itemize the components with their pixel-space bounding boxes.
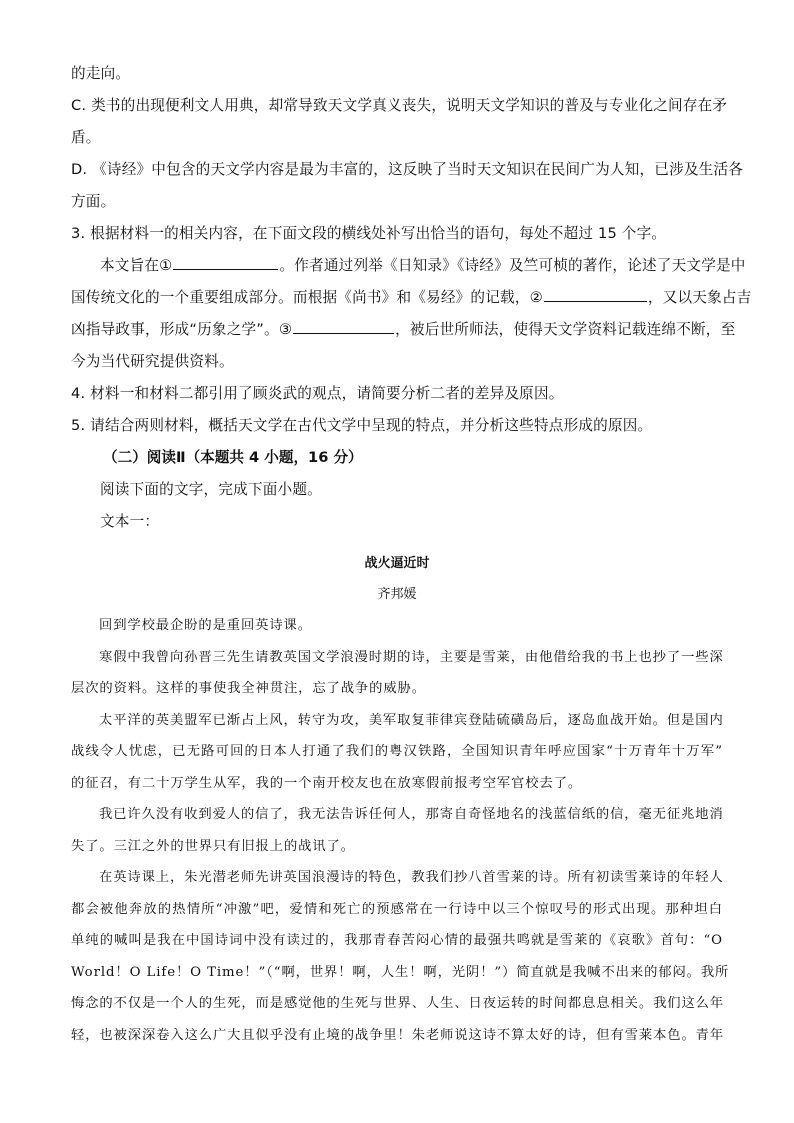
option-b-tail: 的走向。 [71, 65, 131, 82]
paragraph-line: 悔念的不仅是一个人的生死，而是感觉他的生死与世界、人生、日夜运转的时间都息息相关。我们这么年 [71, 996, 725, 1011]
option-d-line-1: D. 《诗经》中包含的天文学内容是最为丰富的，这反映了当时天文知识在民间广为人知，已涉及生活各 [71, 161, 744, 178]
fill-blank-2[interactable] [544, 289, 647, 302]
paragraph-line: 我已许久没有收到爱人的信了，我无法告诉任何人，那寄自奇怪地名的浅蓝信纸的信，毫无征兆地消 [99, 807, 724, 822]
section-heading: （二）阅读Ⅱ（本题共 4 小题，16 分） [103, 449, 363, 466]
q3-text: 凶指导政事，形成“历象之学”。③ [71, 321, 293, 338]
paragraph-line: 单纯的喊叫是我在中国诗词中没有读过的，我那青春苦闷心情的最强共鸣就是雪莱的《哀歌》首句：“O [71, 933, 723, 948]
article-author: 齐邦媛 [377, 587, 417, 602]
q3-text: 。作者通过列举《日知录》《诗经》及竺可桢的著作，论述了天文学是中 [279, 257, 746, 274]
option-c-line-1: C. 类书的出现便利文人用典，却常导致天文学真义丧失，说明天文学知识的普及与专业化之间存在矛 [71, 97, 728, 114]
paragraph-line: 的征召，有二十万学生从军，我的一个南开校友也在放寒假前报考空军官校去了。 [71, 775, 583, 791]
exam-page [71, 58, 752, 1051]
paragraph-line: World！O Life！O Time！”（“啊，世界！啊，人生！啊，光阴！”）简直就是我喊不出来的郁闷。我所 [71, 964, 730, 980]
fill-blank-1[interactable] [173, 257, 278, 270]
q3-fill-line-4: 今为当代研究提供资料。 [71, 353, 234, 370]
paragraph-line: 层次的资料。这样的事使我全神贯注，忘了战争的威胁。 [71, 681, 426, 696]
q3-fill-line-2 [71, 282, 752, 314]
paragraph-line: 都会被他奔放的热情所“冲激”吧，爱情和死亡的预感常在一行诗中以三个惊叹号的形式出现。那种坦白 [71, 901, 723, 917]
paragraph: 回到学校最企盼的是重回英诗课。 [99, 618, 312, 633]
text-label: 文本一： [100, 513, 160, 530]
question-4: 4. 材料一和材料二都引用了顾炎武的观点，请简要分析二者的差异及原因。 [71, 385, 564, 402]
paragraph-line: 在英诗课上，朱光潜老师先讲英国浪漫诗的特色，教我们抄八首雪莱的诗。所有初读雪莱诗的年轻人 [99, 870, 724, 885]
paragraph-line: 寒假中我曾向孙晋三先生请教英国文学浪漫时期的诗，主要是雪莱，由他借给我的书上也抄了一些深 [99, 649, 724, 665]
option-d-line-2: 方面。 [71, 193, 116, 210]
q3-text: 国传统文化的一个重要组成部分。而根据《尚书》和《易经》的记载，② [71, 289, 543, 306]
q3-fill-line-3 [71, 314, 736, 346]
paragraph-line: 失了。三江之外的世界只有旧报上的战讯了。 [71, 838, 355, 854]
reading-instruction: 阅读下面的文字，完成下面小题。 [100, 481, 322, 498]
q3-text: 本文旨在① [100, 257, 173, 274]
article-title: 战火逼近时 [364, 556, 430, 571]
q3-text: ，被后世所师法，使得天文学资料记载连绵不断，至 [395, 321, 736, 338]
paragraph-line: 太平洋的英美盟军已渐占上风，转守为攻，美军取复菲律宾登陆硫磺岛后，逐岛血战开始。但是国内 [99, 712, 724, 728]
q3-fill-line-1 [71, 250, 746, 282]
paragraph-line: 轻，也被深深卷入这么广大且似乎没有止境的战争里！朱老师说这诗不算太好的诗，但有雪莱本色。青年 [71, 1027, 725, 1043]
question-5: 5. 请结合两则材料，概括天文学在古代文学中呈现的特点，并分析这些特点形成的原因。 [71, 417, 653, 434]
option-c-line-2: 盾。 [71, 129, 101, 146]
question-3: 3. 根据材料一的相关内容，在下面文段的横线处补写出恰当的语句，每处不超过 15 个字。 [71, 225, 667, 242]
fill-blank-3[interactable] [293, 321, 394, 334]
q3-text: ，又以天象占吉 [647, 289, 752, 306]
paragraph-line: 战线令人忧虑，已无路可回的日本人打通了我们的粤汉铁路，全国知识青年呼应国家“十万青年十万军” [71, 744, 723, 759]
